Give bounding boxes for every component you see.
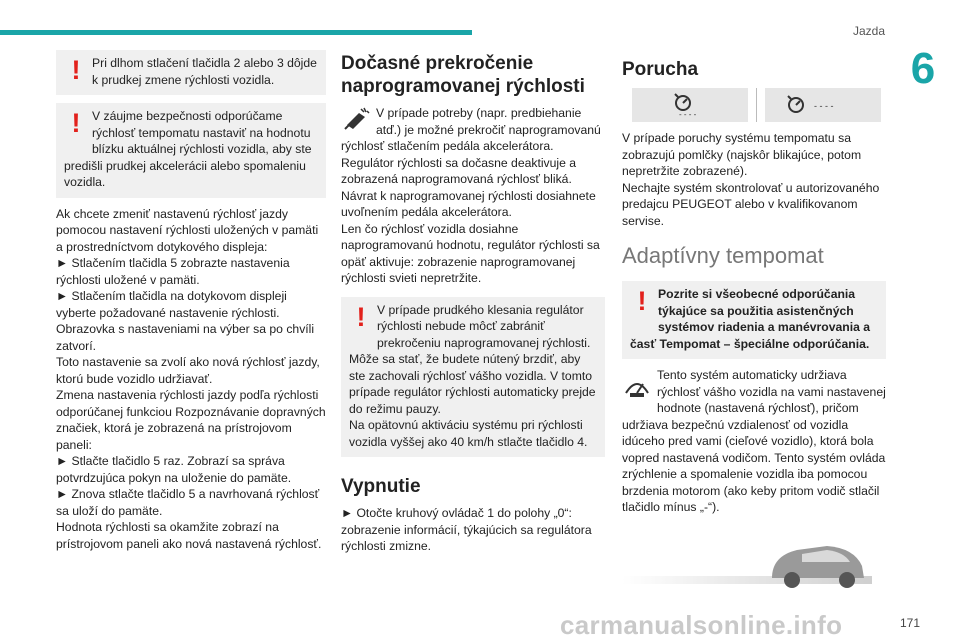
- column-left: [56, 50, 326, 552]
- column-middle: [341, 50, 605, 555]
- warning-text: V záujme bezpečnosti odporúčame rýchlosť tempomatu nastaviť na hodnotu blízku aktuálnej rýchlosti vozidla, aby ste predišli prudkej akcelerácii alebo spomaleniu vozidla.: [64, 109, 312, 189]
- paragraph: ► Stlačením tlačidla 5 zobrazte nastavenia rýchlosti uložené v pamäti. ► Stlačením tlačidla na dotykovom displeji vyberte požadované nastavenie rýchlosti. Obrazovka s nastaveniami na výber sa po chvíli zatvorí. Toto nastavenie sa zvolí ako nová rýchlosť jazdy, ktorú bude vozidlo udržiavať. Zmena nastavenia rýchlosti jazdy podľa rýchlosti odporúčanej funkciou Rozpoznávanie dopravných značiek, ktorá je zobrazená na prístrojovom paneli: ► Stlačte tlačidlo 5 raz. Zobrazí sa správa potvrdzujúca pokyn na uloženie do pamäte. ► Znova stlačte tlačidlo 5 a navrhovaná rýchlosť sa uloží do pamäte. Hodnota rýchlosti sa okamžite zobrazí na prístrojovom paneli ako nová nastavená rýchlosť.: [56, 256, 326, 551]
- paragraph: ► Otočte kruhový ovládač 1 do polohy „0“: zobrazenie informácií, týkajúcich sa regulátora rýchlosti zmizne.: [341, 506, 592, 553]
- paragraph: V prípade potreby (napr. predbiehanie atď.) je možné prekročiť naprogramovanú rýchlosť stlačením pedála akcelerátora. Regulátor rýchlosti sa dočasne deaktivuje a zobrazená naprogramovaná rýchlosť bliká. Návrat k naprogramovanej rýchlosti dosiahnete uvoľnením pedála akcelerátora. Len čo rýchlosť vozidla dosiahne naprogramovanú hodnotu, regulátor rýchlosti sa opäť aktivuje: zobrazenie naprogramovanej rýchlosti svieti nepretržite.: [341, 106, 601, 285]
- section-heading: Adaptívny tempomat: [622, 243, 824, 268]
- page-number: 171: [900, 616, 921, 630]
- paragraph: Ak chcete zmeniť nastavenú rýchlosť jazdy pomocou nastavení rýchlosti uložených v pamäti a prostredníctvom dotykového displeja:: [56, 206, 319, 254]
- warning-icon: !: [356, 301, 366, 332]
- warning-icon: !: [637, 286, 647, 316]
- chapter-title: Jazda: [852, 24, 885, 38]
- warning-icon: !: [71, 108, 81, 138]
- watermark: carmanualsonline.info: [560, 610, 843, 640]
- paragraph: V prípade poruchy systému tempomatu sa zobrazujú pomlčky (najskôr blikajúce, potom nepretržite zobrazené). Nechajte systém skontrolovať u autorizovaného predajcu PEUGEOT alebo v kvalifikovanom servise.: [622, 131, 880, 228]
- warning-box: [622, 281, 886, 359]
- paragraph: Tento systém automaticky udržiava rýchlosť vášho vozidla na vami nastavenej hodnote (nastavená rýchlosť), pričom udržiava bezpečnú vzdialenosť od vozidla idúceho pred vami (cieľové vozidlo), ktorá bola vopred nastavená vodičom. Tento systém ovláda zrýchlenie a spomalenie vozidla iba pomocou brzdenia motorom (ako keby pritom vodič stlačil tlačidlo mínus „-“).: [622, 368, 886, 514]
- warning-box: [56, 50, 326, 95]
- fault-displays: [622, 88, 886, 122]
- svg-text:- - - -: - - - -: [814, 101, 834, 111]
- chapter-number: 6: [910, 44, 936, 93]
- warning-box: [56, 103, 326, 198]
- cruise-fault-display-icon: [632, 88, 748, 122]
- section-heading: Dočasné prekročenie naprogramovanej rýchlosti: [341, 53, 585, 97]
- column-right: [622, 50, 886, 596]
- warning-text: Pri dlhom stlačení tlačidla 2 alebo 3 dôjde k prudkej zmene rýchlosti vozidla.: [92, 56, 317, 87]
- section-heading: Porucha: [622, 59, 699, 80]
- warning-box: [341, 297, 605, 458]
- adaptive-cruise-icon: [622, 371, 652, 399]
- cruise-fault-display-icon: [765, 88, 881, 122]
- accelerator-pedal-icon: [341, 105, 371, 133]
- warning-icon: !: [71, 55, 81, 85]
- section-heading: Vypnutie: [341, 476, 421, 497]
- divider: [756, 88, 757, 122]
- header-accent-bar: [0, 30, 472, 35]
- car-following-illustration: [622, 528, 872, 592]
- warning-text: V prípade prudkého klesania regulátor rýchlosti nebude môcť zabrániť prekročeniu naprogramovanej rýchlosti. Môže sa stať, že budete nútený brzdiť, aby ste zachovali rýchlosť vášho vozidla. V tomto prípade regulátor rýchlosti automaticky prejde do režimu pauzy. Na opätovnú aktiváciu systému pri rýchlosti vozidla vyššej ako 40 km/h stlačte tlačidlo 4.: [349, 302, 596, 449]
- warning-text: Pozrite si všeobecné odporúčania týkajúce sa použitia asistenčných systémov riadenia a manévrovania a časť Tempomat – špeciálne odporúčania.: [630, 287, 871, 351]
- svg-text:- - - -: - - - -: [679, 110, 697, 118]
